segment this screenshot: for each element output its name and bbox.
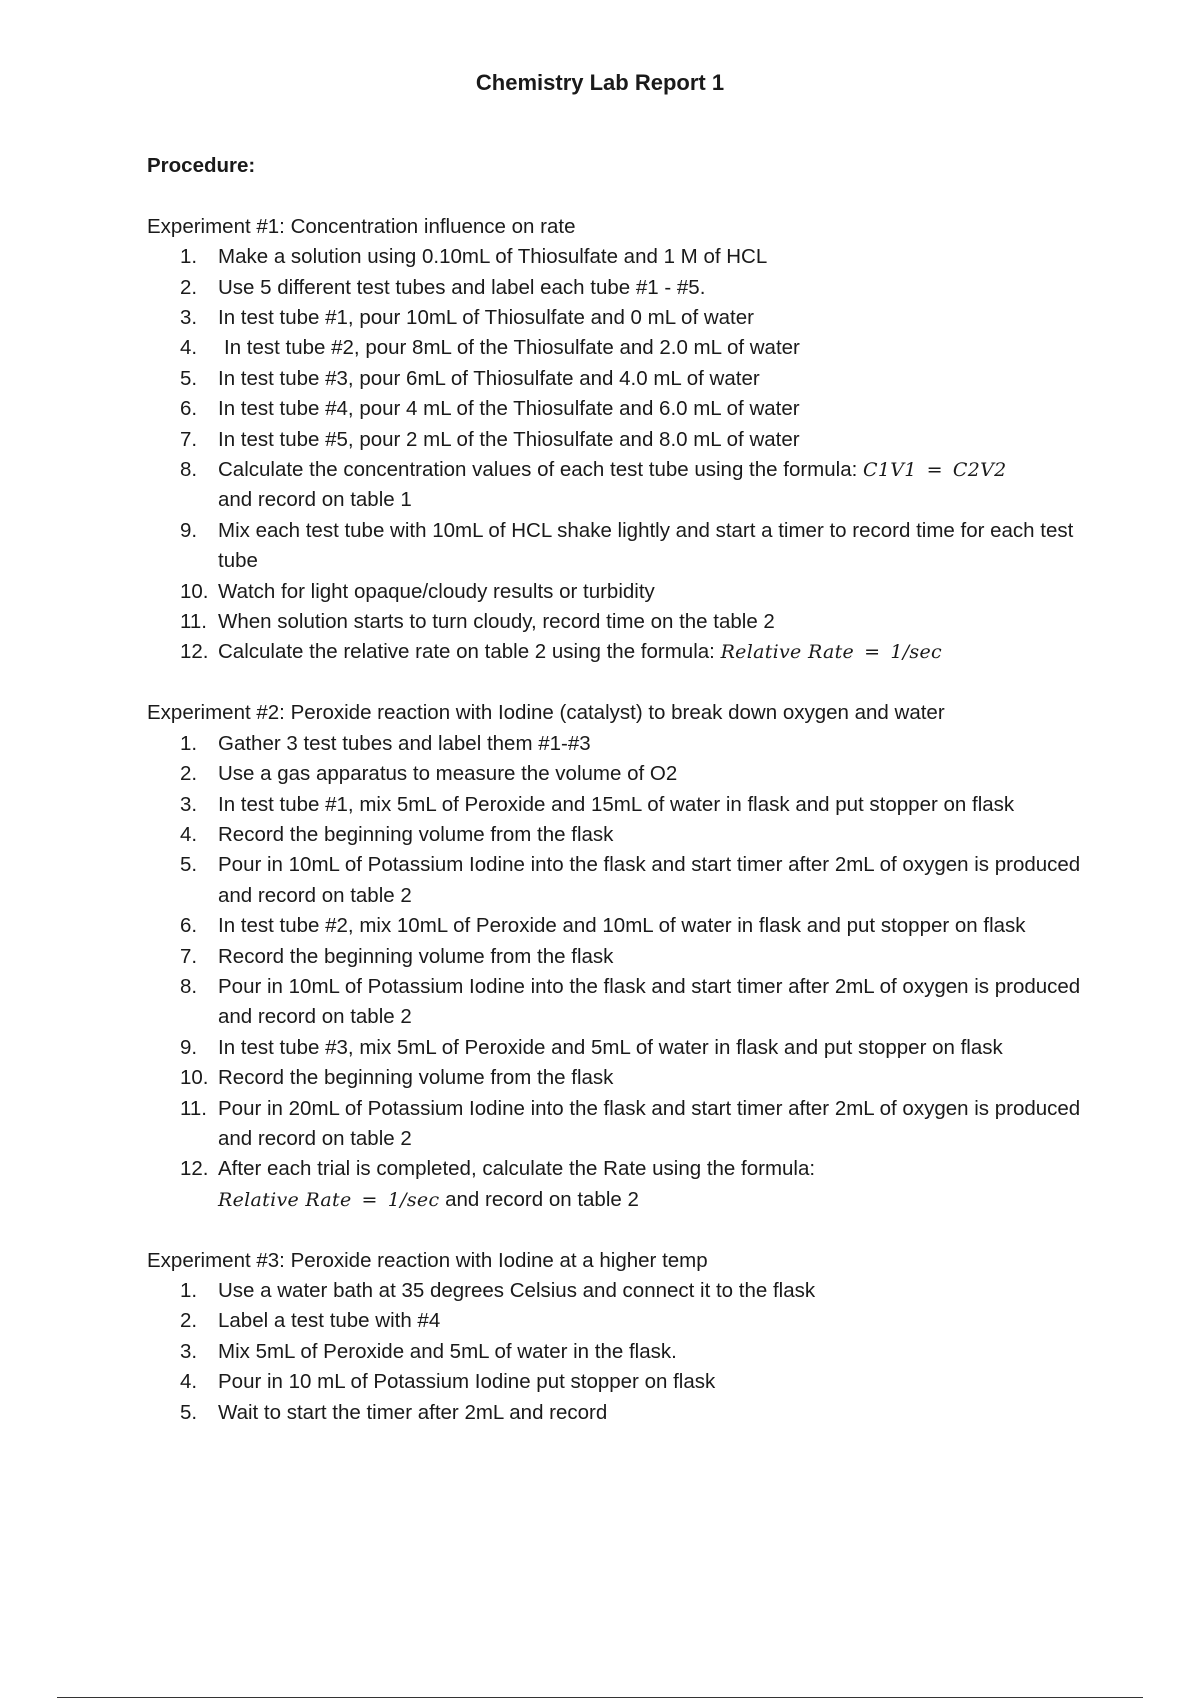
list-item [147,607,1097,637]
step-number: 11. [180,1096,207,1120]
step-text: In test tube #1, pour 10mL of Thiosulfate and 0 mL of water [218,306,754,330]
list-item [147,1033,1097,1063]
formula [721,641,942,663]
step-number: 5. [180,853,198,877]
step-number: 5. [180,366,198,390]
step-text: Record the beginning volume from the flask [218,944,614,968]
step-number: 6. [180,397,198,421]
list-item [147,911,1097,941]
step-text: After each trial is completed, calculate the Rate using the formula: [218,1157,816,1181]
list-item [147,1337,1097,1367]
formula-rhs: 1/sec [387,1188,440,1211]
list-item [147,820,1097,850]
step-number: 9. [180,1035,198,1059]
step-number: 2. [180,275,198,299]
step-text: Make a solution using 0.10mL of Thiosulfate and 1 M of HCL [218,245,768,269]
section-heading: Procedure: [147,154,256,177]
list-item [147,850,1097,911]
step-text: Mix 5mL of Peroxide and 5mL of water in the flask. [218,1339,677,1363]
formula-rhs: 1/sec [890,641,942,664]
list-item [147,1276,1097,1306]
step-text: Pour in 10mL of Potassium Iodine into the flask and start timer after 2mL of oxygen is produced and record on table 2 [218,974,1081,1029]
spacer [147,668,1097,698]
step-text: In test tube #4, pour 4 mL of the Thiosulfate and 6.0 mL of water [218,397,800,421]
step-text: In test tube #2, mix 10mL of Peroxide and 10mL of water in flask and put stopper on flask [218,914,1026,938]
step-text: Use a gas apparatus to measure the volume of O2 [218,762,678,786]
step-text: Pour in 10mL of Potassium Iodine into the flask and start timer after 2mL of oxygen is produced and record on table 2 [218,853,1081,907]
step-number: 3. [180,1339,198,1363]
experiment-3-title: Experiment #3: Peroxide reaction with Iodine at a higher temp [147,1248,708,1272]
step-number: 8. [180,458,198,482]
formula-operator: = [361,1188,378,1211]
step-number: 1. [180,731,198,755]
step-number: 4. [180,822,198,846]
formula-rhs: C2V2 [952,459,1007,482]
step-text: Record the beginning volume from the flask [218,1066,614,1090]
list-item [147,1154,1097,1215]
step-text: Pour in 20mL of Potassium Iodine into the flask and start timer after 2mL of oxygen is produced and record on table 2 [218,1096,1081,1150]
step-text: In test tube #3, pour 6mL of Thiosulfate and 4.0 mL of water [218,366,760,390]
list-item [147,1094,1097,1155]
list-item [147,273,1097,303]
step-number: 4. [180,1370,198,1394]
step-text: Calculate the relative rate on table 2 using the formula: [218,640,715,664]
experiment-1-title: Experiment #1: Concentration influence on rate [147,214,576,238]
formula [218,1189,439,1211]
step-text-after: and record on table 1 [218,488,412,512]
page-title: Chemistry Lab Report 1 [475,70,725,95]
formula-operator: = [864,641,881,664]
list-item [147,425,1097,455]
step-text: Calculate the concentration values of each test tube using the formula: [218,458,858,482]
step-number: 3. [180,792,198,816]
list-item [147,1063,1097,1093]
list-item [147,759,1097,789]
formula-lhs: C1V1 [863,459,917,482]
step-number: 6. [180,914,198,938]
formula [863,459,1007,481]
step-text: In test tube #5, pour 2 mL of the Thiosulfate and 8.0 mL of water [218,427,800,451]
list-item [147,637,1097,667]
list-item [147,455,1097,516]
step-number: 10. [180,579,209,603]
list-item [147,1367,1097,1397]
step-text: Record the beginning volume from the flask [218,822,614,846]
list-item [147,242,1097,272]
step-number: 3. [180,306,198,330]
step-text: Label a test tube with #4 [218,1309,441,1333]
step-number: 1. [180,245,198,269]
step-text: Wait to start the timer after 2mL and record [218,1400,608,1424]
step-text: In test tube #1, mix 5mL of Peroxide and 15mL of water in flask and put stopper on flask [218,792,1015,816]
step-text: When solution starts to turn cloudy, record time on the table 2 [218,610,775,634]
list-item [147,516,1097,577]
step-number: 1. [180,1278,198,1302]
step-number: 2. [180,762,198,786]
step-number: 9. [180,518,198,542]
list-item [147,972,1097,1033]
step-text: Use a water bath at 35 degrees Celsius and connect it to the flask [218,1278,816,1302]
list-item [147,729,1097,759]
step-number: 10. [180,1066,209,1090]
step-text: Watch for light opaque/cloudy results or turbidity [218,579,655,603]
list-item [147,790,1097,820]
step-number: 11. [180,610,207,634]
list-item [147,577,1097,607]
step-number: 7. [180,427,198,451]
step-text: Gather 3 test tubes and label them #1-#3 [218,731,591,755]
list-item [147,364,1097,394]
list-item [147,394,1097,424]
experiment-2-title: Experiment #2: Peroxide reaction with Iodine (catalyst) to break down oxygen and water [147,701,945,725]
step-number: 12. [180,1157,209,1181]
experiment-1-steps [147,242,1097,668]
step-text: Mix each test tube with 10mL of HCL shake lightly and start a timer to record time for each test tube [218,518,1074,573]
formula-lhs: Relative Rate [218,1188,352,1211]
step-text: In test tube #2, pour 8mL of the Thiosulfate and 2.0 mL of water [224,336,800,360]
list-item [147,1398,1097,1428]
formula-operator: = [926,459,943,482]
step-text: In test tube #3, mix 5mL of Peroxide and 5mL of water in flask and put stopper on flask [218,1035,1003,1059]
step-number: 12. [180,640,209,664]
list-item [147,333,1097,363]
step-text-after: and record on table 2 [445,1187,639,1211]
step-number: 8. [180,974,198,998]
list-item [147,942,1097,972]
formula-lhs: Relative Rate [720,641,855,664]
step-number: 4. [180,336,198,360]
step-number: 7. [180,944,198,968]
step-text: Pour in 10 mL of Potassium Iodine put stopper on flask [218,1370,716,1394]
step-text: Use 5 different test tubes and label each tube #1 - #5. [218,275,706,299]
step-number: 2. [180,1309,198,1333]
spacer [147,181,1097,211]
list-item [147,1306,1097,1336]
experiment-3-steps [147,1276,1097,1428]
list-item [147,303,1097,333]
experiment-2-steps [147,729,1097,1216]
document-body [147,151,1097,1428]
step-number: 5. [180,1400,198,1424]
spacer [147,1215,1097,1245]
page-divider [57,1697,1143,1698]
